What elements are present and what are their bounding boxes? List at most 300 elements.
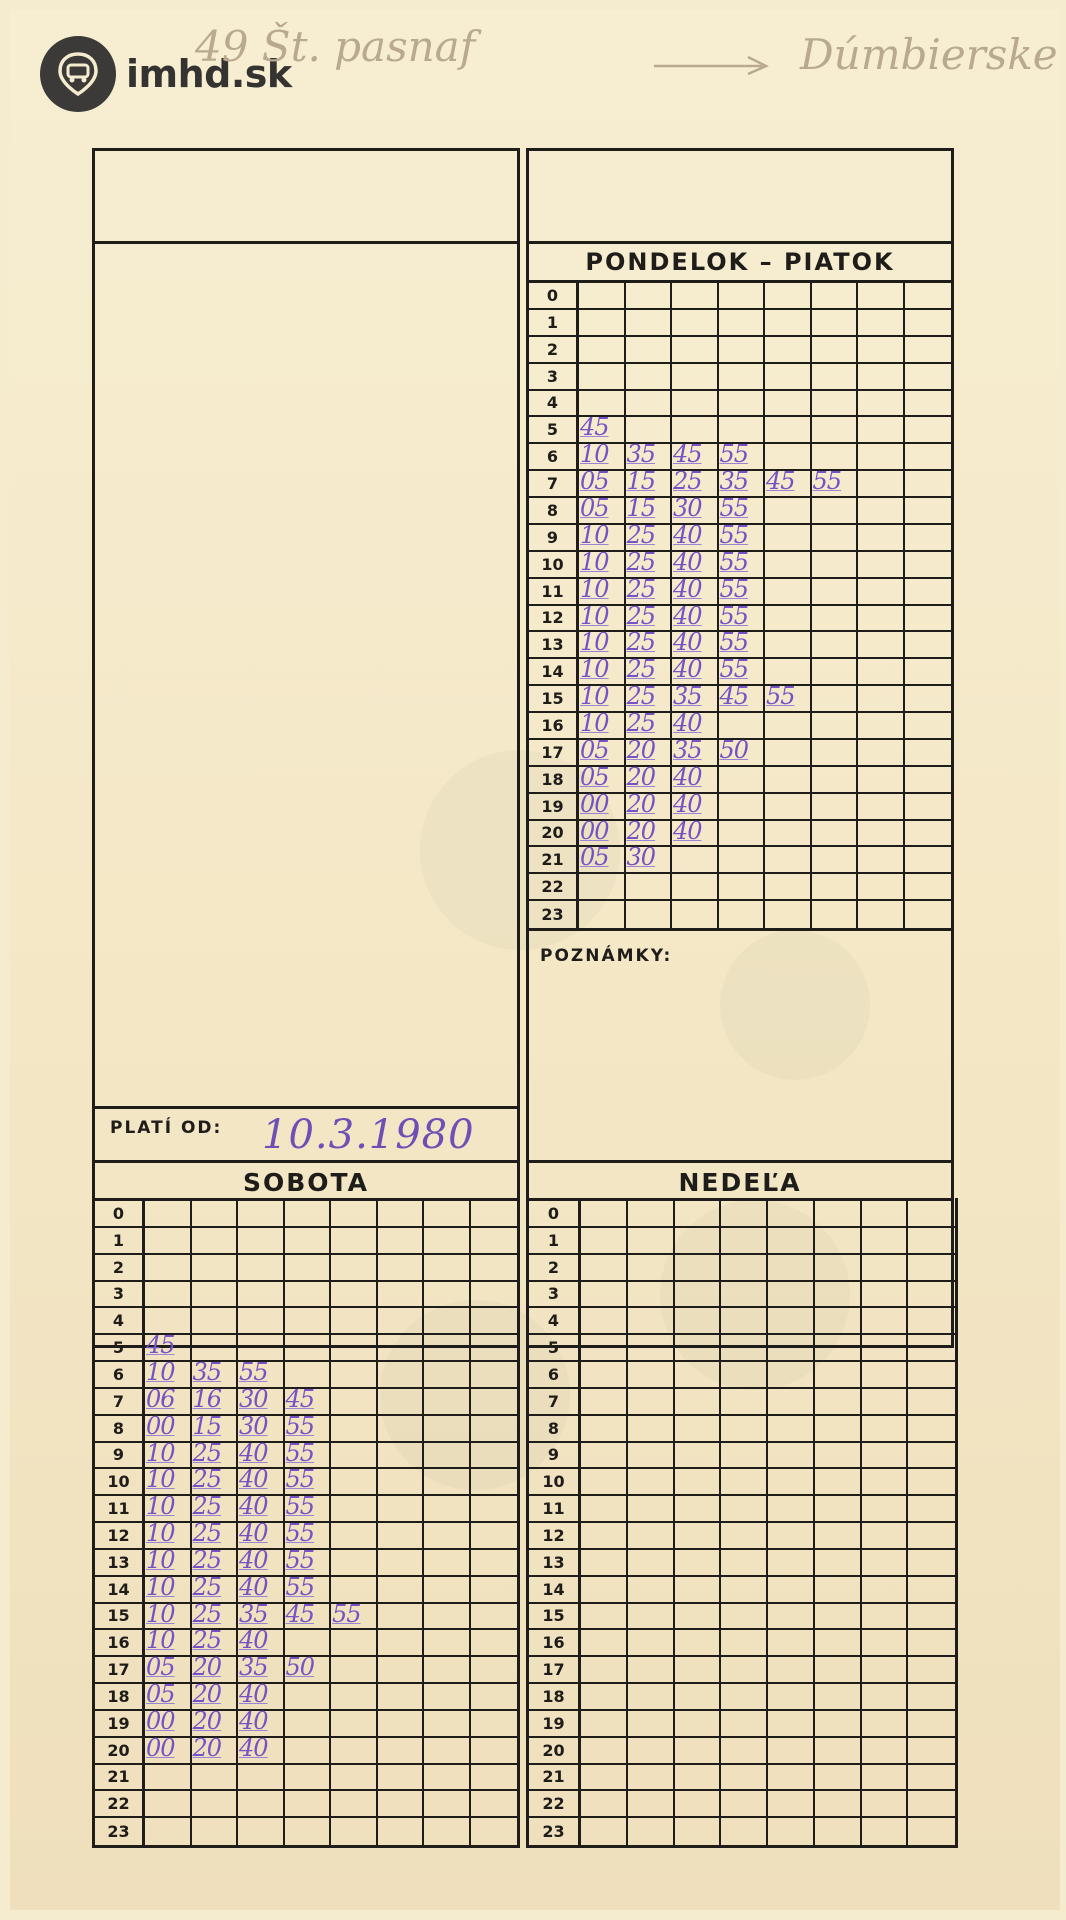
departure-minute: 25 (626, 520, 656, 549)
minute-cell (424, 1389, 471, 1416)
minute-cell (858, 471, 905, 498)
hour-label: 8 (95, 1416, 145, 1443)
minute-cell (721, 1201, 768, 1228)
minute-cell (581, 1738, 628, 1765)
minute-cell (285, 1818, 332, 1845)
departure-minute: 25 (626, 547, 656, 576)
hour-label: 19 (95, 1711, 145, 1738)
minute-cell (378, 1255, 425, 1282)
minute-cell (908, 1469, 955, 1496)
minute-cell (424, 1201, 471, 1228)
minute-cell (424, 1362, 471, 1389)
minute-cell (672, 337, 719, 364)
minute-cell (579, 283, 626, 310)
minute-cell (905, 364, 952, 391)
minute-cell (908, 1255, 955, 1282)
minute-cell (905, 821, 952, 848)
departure-minute: 16 (192, 1384, 222, 1413)
hour-label: 17 (529, 740, 579, 767)
hour-label: 6 (529, 1362, 581, 1389)
minute-cell (862, 1711, 909, 1738)
minute-cell (675, 1469, 722, 1496)
divider (526, 241, 954, 244)
hour-label: 16 (529, 713, 579, 740)
departure-minute: 25 (192, 1438, 222, 1467)
minute-cell (765, 417, 812, 444)
minute-cell (285, 1599, 332, 1631)
minute-cell (721, 1389, 768, 1416)
minute-cell (285, 1255, 332, 1282)
minute-cell (905, 337, 952, 364)
departure-minute: 25 (626, 655, 656, 684)
minute-cell (628, 1711, 675, 1738)
minute-cell (815, 1362, 862, 1389)
minute-cell (581, 1362, 628, 1389)
minute-cell (765, 767, 812, 794)
minute-cell (815, 1604, 862, 1631)
minute-cell (858, 310, 905, 337)
minute-cell (768, 1604, 815, 1631)
minute-cell (581, 1523, 628, 1550)
minute-cell (331, 1496, 378, 1523)
minute-cell (815, 1550, 862, 1577)
minute-cell (471, 1657, 518, 1684)
minute-cell (331, 1389, 378, 1416)
minute-cell (905, 391, 952, 418)
minute-cell (192, 1818, 239, 1845)
hour-label: 16 (95, 1630, 145, 1657)
minute-cell (285, 1201, 332, 1228)
minute-cell (424, 1818, 471, 1845)
minute-cell (626, 337, 673, 364)
minute-cell (862, 1201, 909, 1228)
departure-minute: 40 (239, 1706, 268, 1735)
minute-cell (812, 659, 859, 686)
minute-cell (192, 1228, 239, 1255)
departure-minute: 40 (673, 762, 702, 791)
departure-minute: 40 (239, 1519, 268, 1547)
departure-minute: 25 (192, 1519, 222, 1547)
departure-minute: 40 (673, 709, 702, 737)
departure-minute: 55 (285, 1519, 315, 1547)
minute-cell (858, 606, 905, 633)
minute-cell (579, 874, 626, 901)
departure-minute: 50 (285, 1653, 315, 1682)
hour-label: 2 (529, 337, 579, 364)
minute-cell (675, 1684, 722, 1711)
departure-minute: 40 (673, 816, 702, 845)
minute-cell (768, 1228, 815, 1255)
minute-cell (581, 1818, 628, 1845)
minute-cell (378, 1496, 425, 1523)
hour-label: 4 (529, 391, 579, 418)
minute-cell (858, 552, 905, 579)
minute-cell (858, 632, 905, 659)
minute-cell (672, 874, 719, 901)
minute-cell (471, 1496, 518, 1523)
minute-cell (628, 1201, 675, 1228)
minute-cell (862, 1255, 909, 1282)
departure-minute: 55 (719, 655, 749, 684)
minute-cell (581, 1335, 628, 1362)
departure-minute: 50 (719, 735, 749, 764)
minute-cell (581, 1416, 628, 1443)
minute-cell (815, 1711, 862, 1738)
minute-cell (908, 1496, 955, 1523)
departure-minute: 40 (673, 655, 702, 684)
minute-cell (331, 1523, 378, 1550)
minute-cell (908, 1335, 955, 1362)
minute-cell (815, 1657, 862, 1684)
minute-cell (331, 1550, 378, 1577)
minute-cell (378, 1469, 425, 1496)
departure-minute: 30 (626, 843, 656, 872)
minute-cell (908, 1282, 955, 1309)
departure-minute: 25 (192, 1492, 222, 1521)
minute-cell (285, 1765, 332, 1792)
minute-cell (628, 1523, 675, 1550)
minute-cell (285, 1282, 332, 1309)
minute-cell (721, 1228, 768, 1255)
departure-minute: 55 (719, 547, 749, 576)
minute-cell (908, 1416, 955, 1443)
minute-cell (812, 498, 859, 525)
saturday-title: SOBOTA (242, 1168, 370, 1197)
minute-cell (858, 821, 905, 848)
departure-minute: 30 (239, 1411, 268, 1440)
minute-cell (471, 1523, 518, 1550)
minute-cell (626, 391, 673, 418)
minute-cell (862, 1228, 909, 1255)
minute-cell (768, 1255, 815, 1282)
minute-cell (768, 1577, 815, 1604)
minute-cell (675, 1711, 722, 1738)
hour-label: 17 (95, 1657, 145, 1684)
minute-cell (858, 579, 905, 606)
hour-label: 9 (529, 525, 579, 552)
departure-minute: 40 (673, 601, 702, 630)
minute-cell (378, 1550, 425, 1577)
minute-cell (812, 713, 859, 740)
departure-minute: 25 (626, 709, 656, 737)
minute-cell (626, 310, 673, 337)
minute-cell (471, 1684, 518, 1711)
hour-label: 13 (529, 632, 579, 659)
minute-cell (471, 1738, 518, 1765)
hour-label: 16 (529, 1630, 581, 1657)
minute-cell (721, 1362, 768, 1389)
hour-label: 14 (95, 1577, 145, 1604)
departure-minute: 20 (626, 816, 656, 845)
minute-cell (719, 337, 766, 364)
minute-cell (765, 874, 812, 901)
minute-cell (815, 1496, 862, 1523)
minute-cell (862, 1416, 909, 1443)
minute-cell (424, 1335, 471, 1362)
minute-cell (815, 1255, 862, 1282)
minute-cell (765, 794, 812, 821)
minute-cell (378, 1335, 425, 1362)
minute-cell (471, 1255, 518, 1282)
direction-arrow-icon (652, 54, 772, 78)
minute-cell (378, 1684, 425, 1711)
minute-cell (628, 1657, 675, 1684)
minute-cell (862, 1604, 909, 1631)
minute-cell (581, 1604, 628, 1631)
minute-cell (424, 1604, 471, 1631)
minute-cell (331, 1765, 378, 1792)
minute-cell (908, 1550, 955, 1577)
departure-minute: 06 (146, 1384, 175, 1413)
minute-cell (721, 1416, 768, 1443)
minute-cell (721, 1630, 768, 1657)
minute-cell (862, 1791, 909, 1818)
minute-cell (471, 1416, 518, 1443)
minute-cell (905, 579, 952, 606)
hour-label: 19 (529, 1711, 581, 1738)
minute-cell (675, 1201, 722, 1228)
minute-cell (765, 364, 812, 391)
minute-cell (238, 1765, 285, 1792)
minute-cell (768, 1711, 815, 1738)
minute-cell (765, 467, 812, 498)
minute-cell (378, 1523, 425, 1550)
minute-cell (905, 686, 952, 713)
hour-label: 6 (529, 444, 579, 471)
departure-minute: 45 (285, 1384, 315, 1413)
hour-label: 3 (529, 364, 579, 391)
minute-cell (908, 1604, 955, 1631)
departure-minute: 55 (719, 520, 749, 549)
minute-cell (812, 606, 859, 633)
minute-cell (378, 1577, 425, 1604)
departure-minute: 05 (580, 467, 609, 496)
minute-cell (675, 1282, 722, 1309)
minute-cell (581, 1228, 628, 1255)
departure-minute: 05 (146, 1653, 175, 1682)
hour-label: 12 (529, 606, 579, 633)
hour-label: 10 (529, 1469, 581, 1496)
departure-minute: 10 (580, 520, 609, 549)
minute-cell (628, 1496, 675, 1523)
minute-cell (424, 1308, 471, 1335)
departure-minute: 45 (673, 440, 702, 469)
hour-label: 2 (529, 1255, 581, 1282)
minute-cell (768, 1818, 815, 1845)
departure-minute: 35 (673, 682, 702, 711)
departure-minute: 00 (146, 1733, 175, 1762)
minute-cell (378, 1765, 425, 1792)
departure-minute: 55 (285, 1465, 315, 1494)
minute-cell (862, 1496, 909, 1523)
minute-cell (424, 1416, 471, 1443)
minute-cell (862, 1630, 909, 1657)
hour-label: 20 (529, 1738, 581, 1765)
hour-label: 22 (95, 1791, 145, 1818)
minute-cell (331, 1469, 378, 1496)
hour-label: 1 (95, 1228, 145, 1255)
minute-cell (765, 713, 812, 740)
minute-cell (331, 1738, 378, 1765)
minute-cell (628, 1443, 675, 1470)
minute-cell (721, 1577, 768, 1604)
minute-cell (471, 1201, 518, 1228)
minute-cell (675, 1523, 722, 1550)
minute-cell (858, 283, 905, 310)
departure-minute: 55 (719, 628, 749, 657)
minute-cell (815, 1630, 862, 1657)
hour-label: 5 (529, 417, 579, 444)
minute-cell (285, 1738, 332, 1765)
departure-minute: 35 (626, 440, 656, 469)
departure-minute: 10 (146, 1492, 175, 1521)
departure-minute: 55 (239, 1358, 268, 1386)
minute-cell (858, 686, 905, 713)
minute-cell (378, 1201, 425, 1228)
minute-cell (145, 1791, 192, 1818)
minute-cell (768, 1738, 815, 1765)
minute-cell (471, 1228, 518, 1255)
minute-cell (285, 1711, 332, 1738)
minute-cell (675, 1630, 722, 1657)
minute-cell (862, 1362, 909, 1389)
minute-cell (675, 1255, 722, 1282)
minute-cell (626, 901, 673, 928)
minute-cell (581, 1630, 628, 1657)
minute-cell (768, 1201, 815, 1228)
minute-cell (628, 1630, 675, 1657)
departure-minute: 10 (146, 1599, 175, 1628)
minute-cell (815, 1308, 862, 1335)
hour-label: 9 (529, 1443, 581, 1470)
minute-cell (424, 1228, 471, 1255)
minute-cell (768, 1523, 815, 1550)
minute-cell (862, 1577, 909, 1604)
hour-label: 11 (95, 1496, 145, 1523)
departure-minute: 10 (146, 1572, 175, 1601)
minute-cell (581, 1791, 628, 1818)
minute-cell (581, 1684, 628, 1711)
departure-minute: 55 (285, 1572, 315, 1601)
minute-cell (815, 1523, 862, 1550)
minute-cell (862, 1443, 909, 1470)
minute-cell (765, 632, 812, 659)
minute-cell (424, 1738, 471, 1765)
minute-cell (812, 874, 859, 901)
minute-cell (628, 1335, 675, 1362)
minute-cell (815, 1335, 862, 1362)
minute-cell (721, 1791, 768, 1818)
minute-cell (378, 1443, 425, 1470)
minute-cell (858, 794, 905, 821)
minute-cell (424, 1684, 471, 1711)
minute-cell (471, 1469, 518, 1496)
departure-minute: 10 (146, 1465, 175, 1494)
minute-cell (862, 1765, 909, 1792)
minute-cell (581, 1577, 628, 1604)
minute-cell (672, 364, 719, 391)
minute-cell (626, 874, 673, 901)
minute-cell (765, 337, 812, 364)
minute-cell (719, 735, 766, 767)
minute-cell (331, 1282, 378, 1309)
departure-minute: 35 (673, 735, 702, 764)
divider (526, 928, 954, 931)
minute-cell (905, 498, 952, 525)
minute-cell (862, 1282, 909, 1309)
departure-minute: 55 (285, 1492, 315, 1521)
minute-cell (858, 767, 905, 794)
hour-label: 8 (529, 498, 579, 525)
minute-cell (721, 1443, 768, 1470)
departure-minute: 25 (192, 1599, 222, 1628)
minute-cell (721, 1738, 768, 1765)
departure-minute: 40 (673, 520, 702, 549)
minute-cell (719, 767, 766, 794)
minute-cell (145, 1282, 192, 1309)
minute-cell (331, 1335, 378, 1362)
hour-label: 22 (529, 1791, 581, 1818)
minute-cell (858, 417, 905, 444)
minute-cell (765, 821, 812, 848)
minute-cell (858, 391, 905, 418)
departure-minute: 35 (192, 1358, 222, 1386)
minute-cell (192, 1308, 239, 1335)
minute-cell (768, 1684, 815, 1711)
minute-cell (424, 1630, 471, 1657)
departure-minute: 05 (580, 494, 609, 522)
minute-cell (815, 1282, 862, 1309)
minute-cell (765, 391, 812, 418)
minute-cell (908, 1201, 955, 1228)
minute-cell (672, 391, 719, 418)
minute-cell (424, 1791, 471, 1818)
valid-from-date: 10.3.1980 (262, 1112, 475, 1158)
minute-cell (815, 1201, 862, 1228)
minute-cell (719, 682, 766, 713)
minute-cell (331, 1791, 378, 1818)
minute-cell (628, 1765, 675, 1792)
hour-label: 5 (529, 1335, 581, 1362)
departure-minute: 40 (239, 1545, 268, 1574)
minute-cell (672, 901, 719, 928)
departure-minute: 10 (580, 574, 609, 603)
divider (526, 1160, 954, 1163)
hour-label: 0 (529, 283, 579, 310)
departure-minute: 10 (580, 682, 609, 711)
minute-cell (862, 1818, 909, 1845)
departure-minute: 55 (285, 1545, 315, 1574)
minute-cell (628, 1362, 675, 1389)
minute-cell (471, 1577, 518, 1604)
minute-cell (908, 1630, 955, 1657)
minute-cell (719, 901, 766, 928)
minute-cell (285, 1335, 332, 1362)
departure-minute: 40 (239, 1465, 268, 1494)
minute-cell (424, 1523, 471, 1550)
departure-minute: 40 (239, 1733, 268, 1762)
hour-label: 8 (529, 1416, 581, 1443)
minute-cell (862, 1657, 909, 1684)
minute-cell (145, 1228, 192, 1255)
minute-cell (192, 1282, 239, 1309)
departure-minute: 40 (673, 547, 702, 576)
departure-minute: 20 (626, 762, 656, 791)
minute-cell (905, 901, 952, 928)
minute-cell (675, 1389, 722, 1416)
minute-cell (471, 1711, 518, 1738)
minute-cell (672, 310, 719, 337)
